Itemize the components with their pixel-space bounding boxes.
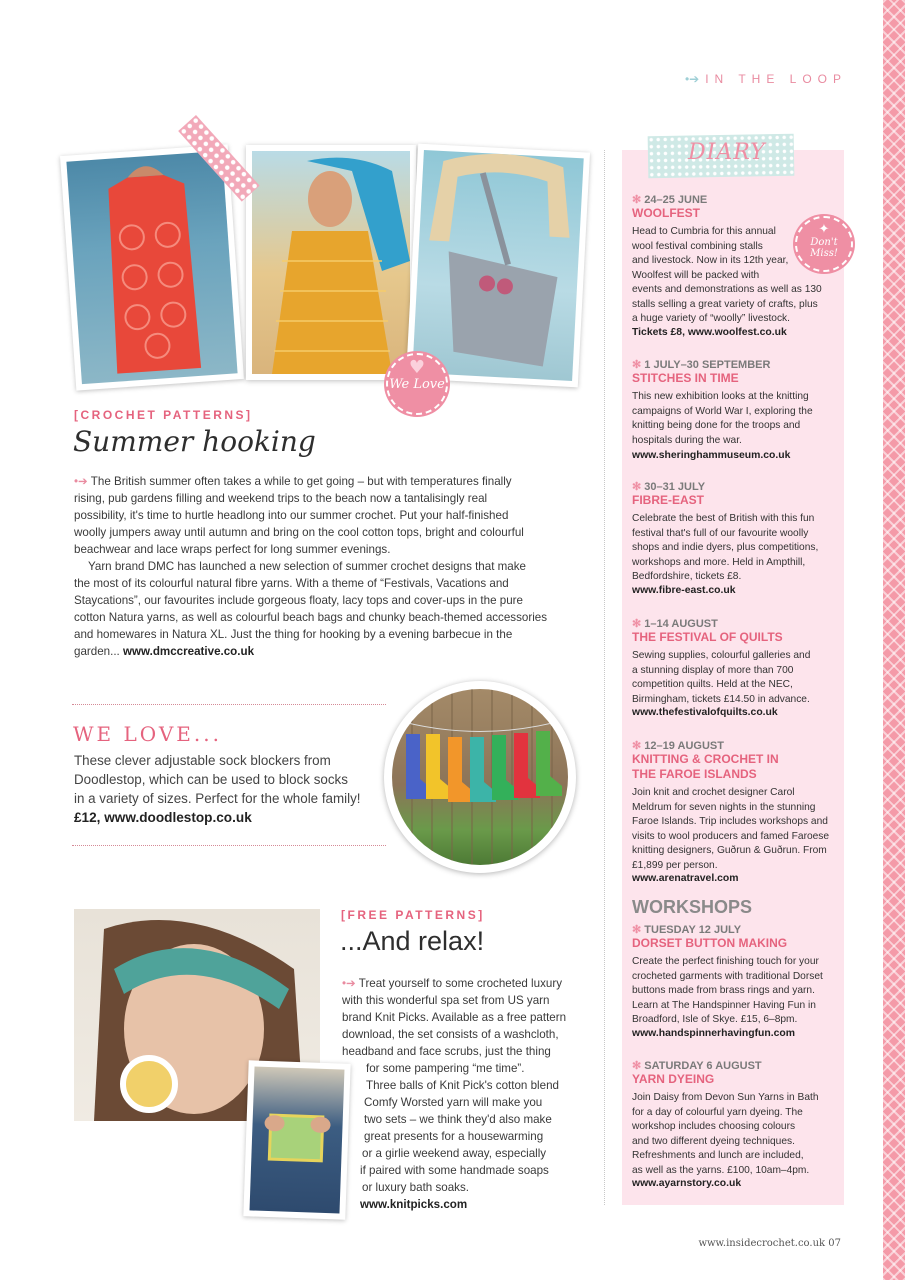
crochet-p1-line: •➔ The British summer often takes a while to get going – but with temperatures finally	[74, 475, 512, 488]
diary-event	[632, 739, 842, 884]
relax-line: with this wonderful spa set from US yarn	[342, 994, 550, 1007]
crochet-p1-line: rising, pub gardens filling and weekend trips to the beach now a tantalisingly real	[74, 492, 488, 505]
crochet-p1	[74, 473, 584, 558]
page-footer	[698, 1238, 841, 1249]
event-text: Celebrate the best of British with this fun festival that's full of our favourite woolly shops and indie dyers, plus competitions, workshops and more. Held in Ampthill, Bedfordshire, tickets £8.	[632, 513, 819, 582]
knitpicks-link[interactable]: www.knitpicks.com	[360, 1198, 468, 1211]
crochet-p1-line: possibility, it's time to hurtle headlong into our summer crochet. Put your half-finished	[74, 509, 509, 522]
diary-event	[632, 617, 842, 718]
relax-body	[342, 975, 592, 1213]
washcloth-photo	[243, 1060, 350, 1219]
star-icon: ✻	[632, 481, 645, 493]
dmc-link[interactable]: www.dmccreative.co.uk	[123, 645, 255, 658]
event-title: WOOLFEST	[632, 206, 700, 220]
we-love-line: Doodlestop, which can be used to block socks	[74, 772, 348, 787]
event-text: Head to Cumbria for this annual wool festival combining stalls and livestock. Now in its 12th year, Woolfest will be packed with events and demonstrations as well as 130 stalls selling a great variety of crafts, plus a huge variety of “woolly” livestock.	[632, 226, 822, 324]
sock-blockers-illustration	[392, 689, 568, 865]
event-date: ✻ TUESDAY 12 JULY	[632, 924, 742, 936]
right-border-decoration	[883, 0, 905, 1280]
event-title: YARN DYEING	[632, 1072, 715, 1086]
event-date: ✻ 30–31 JULY	[632, 481, 706, 493]
crochet-p1-line: woolly jumpers away until autumn and bring on the cool cotton tops, bright and colourful	[74, 526, 524, 539]
bullet-arrow-icon: •➔	[74, 475, 91, 488]
star-icon: ✻	[632, 618, 645, 630]
crochet-body	[74, 473, 584, 660]
crochet-p2	[74, 558, 584, 660]
crochet-title: Summer hooking	[73, 425, 316, 458]
relax-line: Three balls of Knit Pick's cotton blend	[366, 1079, 559, 1092]
relax-line: two sets – we think they'd also make	[364, 1113, 552, 1126]
arrow-icon: •➔	[684, 72, 700, 86]
photo-grey-bag	[406, 144, 590, 388]
crochet-p2-line: the most of its colourful natural fibre yarns. With a theme of “Festivals, Vacations and	[74, 577, 509, 590]
page-number: 07	[828, 1238, 841, 1249]
star-icon: ✻	[632, 1060, 645, 1072]
section-title: IN THE LOOP	[705, 72, 847, 86]
event-title: FIBRE-EAST	[632, 493, 704, 507]
ribbon-icon: ✦	[818, 222, 830, 237]
star-icon: ✻	[632, 194, 645, 206]
relax-line: or luxury bath soaks.	[362, 1181, 469, 1194]
divider-top	[72, 704, 386, 705]
event-title: STITCHES IN TIME	[632, 371, 739, 385]
diary-event	[632, 480, 842, 596]
we-love-line: These clever adjustable sock blockers from	[74, 753, 331, 768]
relax-kicker: [FREE PATTERNS]	[341, 908, 485, 922]
crochet-p1-line: beachwear and lace wraps perfect for long summer evenings.	[74, 543, 391, 556]
yellow-top-illustration	[252, 151, 410, 374]
event-link[interactable]: www.thefestivalofquilts.co.uk	[632, 707, 778, 718]
we-love-badge-label: We Love	[389, 377, 445, 392]
event-link[interactable]: www.arenatravel.com	[632, 873, 739, 884]
event-date: ✻ SATURDAY 6 AUGUST	[632, 1060, 762, 1072]
diary-title: DIARY	[688, 140, 766, 165]
bag-illustration	[412, 150, 583, 381]
event-date: ✻ 12–19 AUGUST	[632, 740, 724, 752]
star-icon: ✻	[632, 924, 645, 936]
heart-icon: ♥	[408, 357, 426, 378]
event-title: THE FESTIVAL OF QUILTS	[632, 630, 783, 644]
we-love-heading: WE LOVE...	[73, 722, 222, 746]
relax-line: headband and face scrubs, just the thing	[342, 1045, 551, 1058]
event-date: ✻ 1 JULY–30 SEPTEMBER	[632, 359, 771, 371]
relax-line: download, the set consists of a washcloth,	[342, 1028, 559, 1041]
washcloth-illustration	[250, 1066, 345, 1213]
bullet-arrow-icon: •➔	[342, 977, 359, 990]
event-link[interactable]: www.sheringhammuseum.co.uk	[632, 450, 791, 461]
crochet-p2-line: Yarn brand DMC has launched a new selection of summer crochet designs that make	[88, 560, 526, 573]
workshop-event	[632, 1059, 842, 1189]
relax-line: or a girlie weekend away, especially	[362, 1147, 547, 1160]
diary-divider	[604, 150, 605, 1205]
relax-line: for some pampering “me time”.	[366, 1062, 525, 1075]
star-icon: ✻	[632, 359, 645, 371]
event-link[interactable]: Tickets £8, www.woolfest.co.uk	[632, 326, 787, 338]
event-date: ✻ 24–25 JUNE	[632, 194, 708, 206]
event-link[interactable]: www.fibre-east.co.uk	[632, 584, 736, 596]
sock-blockers-photo	[384, 681, 576, 873]
photo-yellow-top	[246, 145, 416, 380]
crochet-kicker: [CROCHET PATTERNS]	[74, 408, 253, 422]
event-text: Join Daisy from Devon Sun Yarns in Bath for a day of colourful yarn dyeing. The workshop includes choosing colours and two different dyeing techniques. Refreshments and lunch are included, as well as the yarns. £100, 10am–4pm.	[632, 1092, 819, 1176]
relax-title: ...And relax!	[340, 926, 485, 956]
dont-miss-label: Don't Miss!	[810, 237, 838, 259]
diary-event	[632, 358, 842, 461]
event-link[interactable]: www.ayarnstory.co.uk	[632, 1178, 742, 1189]
crochet-p2-line: Staycations”, our favourites include gorgeous floaty, lacy tops and cover-ups in the pure	[74, 594, 523, 607]
workshop-event	[632, 923, 842, 1039]
workshops-heading: WORKSHOPS	[632, 897, 753, 917]
event-title: DORSET BUTTON MAKING	[632, 936, 788, 950]
section-header	[685, 72, 847, 86]
relax-line: great presents for a housewarming	[364, 1130, 544, 1143]
divider-bottom	[72, 845, 386, 846]
event-link[interactable]: www.handspinnerhavingfun.com	[632, 1027, 795, 1039]
relax-line: •➔ Treat yourself to some crocheted luxury	[342, 977, 562, 990]
relax-line: if paired with some handmade soaps	[360, 1164, 549, 1177]
relax-line: Comfy Worsted yarn will make you	[364, 1096, 543, 1109]
we-love-line: in a variety of sizes. Perfect for the whole family!	[74, 791, 361, 806]
doodlestop-link[interactable]: £12, www.doodlestop.co.uk	[74, 810, 252, 825]
event-text: Create the perfect finishing touch for your crocheted garments with traditional Dorset buttons made from brass rings and yarn. Learn at The Handspinner Having Fun in Broadford, Isle of Skye. £15, 6–8pm.	[632, 956, 823, 1025]
we-love-badge	[386, 353, 448, 415]
event-date: ✻ 1–14 AUGUST	[632, 618, 718, 630]
crochet-p2-line: and homewares in Natura XL. Just the thing for hooking by a evening barbecue in the	[74, 628, 513, 641]
crochet-p2-line: garden... www.dmccreative.co.uk	[74, 645, 255, 658]
event-text: Sewing supplies, colourful galleries and a stunning display of more than 700 competition quilts. Held at the NEC, Birmingham, tickets £14.50 in advance.	[632, 650, 811, 705]
we-love-body	[74, 751, 394, 827]
event-title: KNITTING & CROCHET IN THE FAROE ISLANDS	[632, 752, 779, 781]
crochet-top-illustration	[66, 151, 237, 384]
event-text: This new exhibition looks at the knitting campaigns of World War I, exploring the knitting being done for the troops and hospitals during the war.	[632, 391, 813, 446]
photo-orange-top	[60, 144, 244, 390]
crochet-p2-line: cotton Natura yarns, as well as colourful beach bags and chunky beach-themed accessories	[74, 611, 548, 624]
event-text: Join knit and crochet designer Carol Meldrum for seven nights in the stunning Faroe Islands. Trip includes workshops and visits to wool producers and famed Faroese knitting designers, Guðrun & Guðrun. From £1,899 per person.	[632, 787, 830, 871]
star-icon: ✻	[632, 740, 645, 752]
diary-event	[632, 193, 842, 338]
footer-site[interactable]: www.insidecrochet.co.uk	[698, 1238, 826, 1249]
relax-line: brand Knit Picks. Available as a free pattern	[342, 1011, 567, 1024]
